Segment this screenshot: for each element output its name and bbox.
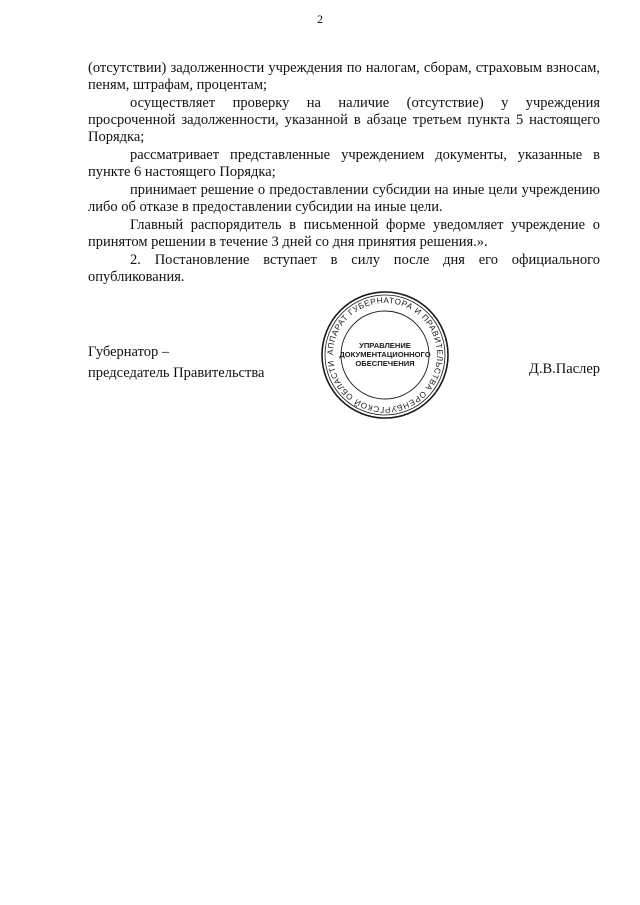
paragraph: Главный распорядитель в письменной форме уведомляет учреждение о принятом решении в течение 3 дней со дня принятия решения.». bbox=[88, 217, 600, 250]
paragraph: принимает решение о предоставлении субсидии на иные цели учреждению либо об отказе в предоставлении субсидии на иные цели. bbox=[88, 182, 600, 215]
position-line-1: Губернатор – bbox=[88, 344, 170, 360]
page-number: 2 bbox=[317, 12, 323, 26]
paragraph: осуществляет проверку на наличие (отсутствие) у учреждения просроченной задолженности, указанной в абзаце третьем пункта 5 настоящего Порядка; bbox=[88, 95, 600, 145]
signatory-name: Д.В.Паслер bbox=[528, 361, 600, 377]
official-seal bbox=[320, 290, 450, 420]
paragraph: рассматривает представленные учреждением документы, указанные в пункте 6 настоящего Порядка; bbox=[88, 147, 600, 180]
paragraph: 2. Постановление вступает в силу после дня его официального опубликования. bbox=[88, 252, 600, 285]
paragraph: (отсутствии) задолженности учреждения по налогам, сборам, страховым взносам, пеням, штрафам, процентам; bbox=[88, 60, 600, 93]
seal-ring-text: АППАРАТ ГУБЕРНАТОРА И ПРАВИТЕЛЬСТВА ОРЕНБУРГСКОЙ ОБЛАСТИ bbox=[325, 295, 445, 415]
seal-center-line-1: УПРАВЛЕНИЕ bbox=[359, 341, 411, 350]
position-line-2: председатель Правительства bbox=[88, 365, 265, 381]
document-body bbox=[88, 60, 600, 287]
signatory-position bbox=[88, 342, 264, 384]
seal-center-line-2: ДОКУМЕНТАЦИОННОГО bbox=[339, 350, 431, 359]
seal-center-line-3: ОБЕСПЕЧЕНИЯ bbox=[355, 359, 415, 368]
